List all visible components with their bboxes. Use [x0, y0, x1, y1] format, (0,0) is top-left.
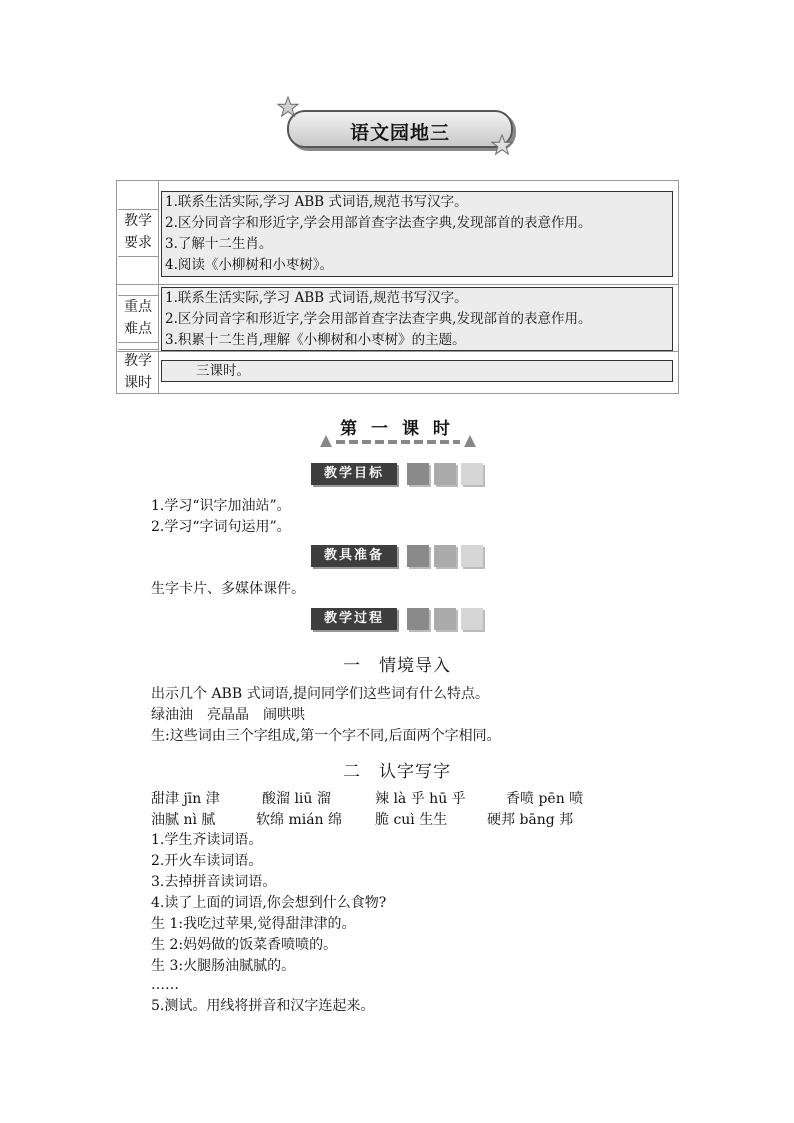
row-label-text: 重点难点 — [124, 299, 152, 337]
text-line: …… — [151, 977, 179, 993]
word-item: 酸溜 liū 溜 — [262, 791, 331, 807]
requirements-table — [116, 180, 679, 394]
title-banner — [283, 108, 511, 148]
word-item: 甜津 jīn 津 — [151, 791, 220, 807]
square-icon — [407, 608, 429, 630]
text-line: 2.开火车读词语。 — [151, 853, 263, 869]
title-pill — [287, 110, 513, 148]
row-label-text: 教学要求 — [124, 213, 152, 251]
tag-label: 教具准备 — [311, 545, 397, 567]
section-tag-process — [311, 608, 486, 632]
list-item: 1.联系生活实际,学习 ABB 式词语,规范书写汉字。 — [165, 290, 468, 306]
square-icon — [434, 545, 456, 567]
list-item: 3.积累十二生肖,理解《小柳树和小枣树》的主题。 — [165, 332, 466, 348]
text-line: 生 3:火腿肠油腻腻的。 — [151, 958, 296, 974]
key-points-box — [161, 287, 673, 351]
list-item: 三课时。 — [196, 363, 250, 379]
square-icon — [461, 463, 483, 485]
section-tag-goals — [311, 463, 486, 487]
word-item: 油腻 nì 腻 — [151, 812, 216, 828]
word-item: 香喷 pēn 喷 — [506, 791, 584, 807]
text-line: 3.去掉拼音读词语。 — [151, 874, 277, 890]
word-item: 脆 cuì 生生 — [375, 812, 448, 828]
row-label-periods — [118, 349, 158, 394]
square-icon — [407, 463, 429, 485]
text-line: 2.学习“字词句运用”。 — [151, 519, 291, 535]
word-item: 硬邦 bāng 邦 — [487, 812, 574, 828]
square-icon — [434, 463, 456, 485]
tag-label: 教学目标 — [311, 463, 397, 485]
star-icon — [277, 96, 299, 118]
text-line: 1.学习“识字加油站”。 — [151, 498, 291, 514]
word-item: 辣 là 乎 hū 乎 — [375, 791, 466, 807]
periods-box — [161, 360, 673, 382]
row-label-text: 教学课时 — [124, 353, 152, 391]
row-divider — [117, 351, 678, 352]
table-divider — [158, 181, 159, 393]
row-divider — [117, 284, 678, 285]
star-icon — [491, 134, 513, 156]
list-item: 3.了解十二生肖。 — [165, 236, 273, 252]
word-item: 软绵 mián 绵 — [256, 812, 343, 828]
text-line: 生 1:我吃过苹果,觉得甜津津的。 — [151, 916, 356, 932]
list-item: 2.区分同音字和形近字,学会用部首查字法查字典,发现部首的表意作用。 — [165, 215, 592, 231]
row-label-requirements — [118, 209, 158, 257]
row-label-key-points — [118, 295, 158, 343]
part2-heading: 二 认字写字 — [343, 762, 451, 782]
square-icon — [407, 545, 429, 567]
section-tag-prep — [311, 545, 486, 569]
text-line: 绿油油 亮晶晶 闹哄哄 — [151, 707, 305, 723]
square-icon — [461, 608, 483, 630]
text-line: 出示几个 ABB 式词语,提问同学们这些词有什么特点。 — [151, 686, 490, 702]
text-line: 5.测试。用线将拼音和汉字连起来。 — [151, 998, 375, 1014]
lesson-heading: 第 一 课 时 — [340, 419, 454, 439]
text-line: 4.读了上面的词语,你会想到什么食物? — [151, 895, 387, 911]
list-item: 1.联系生活实际,学习 ABB 式词语,规范书写汉字。 — [165, 194, 468, 210]
requirements-box — [161, 191, 673, 277]
list-item: 4.阅读《小柳树和小枣树》。 — [165, 257, 334, 273]
tag-label: 教学过程 — [311, 608, 397, 630]
square-icon — [434, 608, 456, 630]
square-icon — [461, 545, 483, 567]
text-line: 生字卡片、多媒体课件。 — [151, 581, 305, 597]
text-line: 1.学生齐读词语。 — [151, 832, 263, 848]
text-line: 生 2:妈妈做的饭菜香喷喷的。 — [151, 937, 338, 953]
text-line: 生:这些词由三个字组成,第一个字不同,后面两个字相同。 — [151, 728, 501, 744]
part1-heading: 一 情境导入 — [343, 656, 451, 676]
list-item: 2.区分同音字和形近字,学会用部首查字法查字典,发现部首的表意作用。 — [165, 311, 592, 327]
dashed-decoration — [320, 433, 476, 449]
page-title: 语文园地三 — [349, 122, 450, 144]
